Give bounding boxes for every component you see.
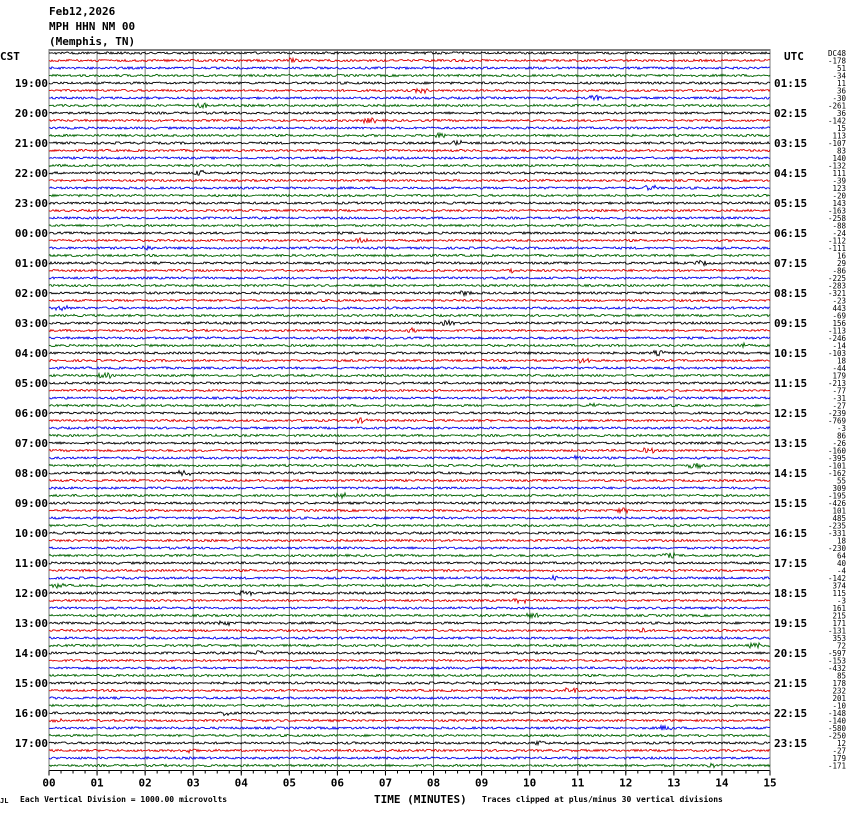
- seismic-trace: [49, 674, 770, 676]
- seismic-trace: [49, 224, 770, 226]
- utc-hour-label: 22:15: [774, 707, 808, 720]
- trace-offset-label: 115: [832, 589, 846, 598]
- trace-offset-label: -142: [827, 116, 846, 126]
- trace-offset-label: -132: [827, 161, 846, 171]
- seismic-trace: [49, 591, 770, 596]
- trace-offset-label: 40: [836, 559, 846, 568]
- trace-offset-label: -69: [832, 311, 846, 321]
- x-tick-label: 06: [330, 776, 345, 790]
- trace-offset-label: 309: [832, 484, 846, 493]
- x-tick-label: 15: [763, 776, 777, 790]
- seismic-trace: [49, 599, 770, 603]
- cst-hour-label: 19:00: [14, 77, 48, 90]
- trace-offset-label: 15: [836, 124, 846, 133]
- seismic-trace: [49, 448, 770, 453]
- utc-hour-label: 16:15: [774, 527, 808, 540]
- seismic-trace: [49, 328, 770, 333]
- utc-hour-label: 12:15: [774, 407, 808, 420]
- x-tick-label: 10: [523, 776, 537, 790]
- seismic-trace: [49, 502, 770, 504]
- trace-offset-label: -597: [827, 649, 846, 658]
- seismic-trace: [49, 95, 770, 100]
- seismic-trace: [49, 643, 770, 648]
- x-tick-label: 14: [715, 776, 729, 790]
- utc-hour-label: 19:15: [774, 617, 808, 630]
- trace-offset-label: -86: [832, 266, 846, 276]
- cst-hour-label: 01:00: [14, 257, 48, 270]
- seismic-trace: [49, 412, 770, 414]
- seismic-trace: [49, 74, 770, 76]
- trace-offset-label: -26: [832, 439, 846, 448]
- trace-offset-label: -101: [827, 461, 846, 471]
- trace-offset-label: 11: [836, 79, 846, 88]
- trace-offset-label: 143: [832, 199, 846, 208]
- trace-offset-label: 161: [832, 604, 846, 613]
- trace-offset-label: 85: [836, 671, 846, 681]
- trace-offset-label: 353: [832, 634, 846, 643]
- seismic-trace: [49, 89, 770, 93]
- trace-offset-label: -160: [827, 446, 846, 456]
- footer-left-note: Each Vertical Division = 1000.00 microvolts: [20, 795, 228, 804]
- x-axis-title: TIME (MINUTES): [374, 793, 467, 806]
- seismic-trace: [49, 133, 770, 138]
- trace-offset-label: -261: [827, 101, 846, 111]
- seismic-trace: [49, 628, 770, 632]
- trace-offset-label: 64: [836, 551, 846, 561]
- seismic-trace: [49, 82, 770, 84]
- seismic-trace: [49, 697, 770, 699]
- trace-offset-label: -111: [827, 244, 846, 253]
- seismic-trace: [49, 367, 770, 369]
- trace-offset-label: 178: [832, 679, 846, 688]
- cst-hour-label: 21:00: [14, 137, 48, 150]
- trace-offset-label: 201: [832, 694, 846, 703]
- x-tick-label: 00: [42, 776, 56, 790]
- trace-offset-label: -153: [827, 656, 846, 666]
- trace-offset-label: -239: [827, 409, 846, 418]
- seismic-trace: [49, 719, 770, 722]
- trace-offset-label: -142: [827, 574, 846, 583]
- trace-offset-label: 156: [832, 319, 846, 328]
- seismic-trace: [49, 306, 770, 311]
- seismic-trace: [49, 442, 770, 444]
- seismic-trace: [49, 141, 770, 145]
- trace-offset-label: -258: [827, 214, 846, 223]
- cst-hour-label: 00:00: [14, 227, 48, 240]
- location-label: (Memphis, TN): [49, 35, 136, 48]
- corner-mark: JL: [0, 797, 9, 805]
- trace-offset-label: -250: [827, 731, 846, 741]
- axis-labels: [0, 49, 846, 790]
- utc-hour-label: 10:15: [774, 347, 808, 360]
- seismic-trace: [49, 741, 770, 745]
- cst-hour-label: 14:00: [14, 647, 48, 660]
- utc-hour-label: 14:15: [774, 467, 808, 480]
- seismic-trace: [49, 397, 770, 399]
- trace-offset-label: -195: [827, 491, 846, 501]
- seismic-trace: [49, 118, 770, 123]
- trace-offset-label: DC48: [827, 49, 846, 58]
- seismic-trace: [49, 562, 770, 564]
- seismic-trace: [49, 532, 770, 534]
- trace-offset-label: -4: [836, 566, 846, 576]
- footer-right-note: Traces clipped at plus/minus 30 vertical divisions: [482, 795, 723, 804]
- x-tick-label: 05: [282, 776, 296, 790]
- seismic-trace: [49, 621, 770, 625]
- trace-offset-label: 171: [832, 619, 846, 628]
- trace-offset-label: 36: [836, 109, 846, 118]
- seismic-trace: [49, 179, 770, 181]
- seismic-trace: [49, 217, 770, 219]
- trace-offset-label: -580: [827, 724, 846, 733]
- seismic-trace: [49, 553, 770, 558]
- cst-hour-label: 15:00: [14, 677, 48, 690]
- trace-offset-label: 140: [832, 154, 846, 163]
- trace-offset-label: -107: [827, 139, 846, 148]
- x-tick-label: 02: [138, 776, 152, 790]
- x-tick-label: 12: [619, 776, 633, 790]
- seismic-trace: [49, 185, 770, 190]
- seismic-trace: [49, 749, 770, 753]
- seismic-trace: [49, 254, 770, 256]
- cst-hour-label: 06:00: [14, 407, 48, 420]
- cst-hour-label: 17:00: [14, 737, 48, 750]
- x-tick-label: 11: [571, 776, 585, 790]
- seismic-trace: [49, 382, 770, 384]
- cst-hour-label: 23:00: [14, 197, 48, 210]
- utc-hour-label: 21:15: [774, 677, 808, 690]
- seismic-trace: [49, 704, 770, 706]
- trace-offset-label: -235: [827, 521, 846, 531]
- trace-offset-label: -3: [836, 596, 846, 606]
- seismic-trace: [49, 337, 770, 339]
- x-tick-label: 08: [426, 776, 441, 790]
- seismic-trace: [49, 321, 770, 326]
- seismic-trace: [49, 277, 770, 279]
- trace-offset-label: -230: [827, 544, 846, 553]
- seismic-trace: [49, 763, 770, 767]
- trace-offset-label: 232: [832, 686, 846, 696]
- seismic-trace: [49, 479, 770, 481]
- trace-offset-label: -148: [827, 709, 846, 718]
- seismic-trace: [49, 194, 770, 196]
- trace-offset-label: -140: [827, 716, 846, 726]
- seismic-trace: [49, 508, 770, 513]
- trace-offset-label: -321: [827, 289, 846, 298]
- x-tick-label: 09: [474, 776, 489, 790]
- utc-hour-label: 07:15: [774, 257, 808, 270]
- seismic-trace: [49, 343, 770, 347]
- trace-offset-label: -23: [832, 296, 846, 306]
- seismic-trace: [49, 547, 770, 549]
- trace-offset-label: 179: [832, 371, 846, 381]
- x-tick-label: 03: [186, 776, 200, 790]
- trace-offset-label: 215: [832, 611, 846, 621]
- trace-offset-label: 18: [836, 356, 846, 366]
- seismic-trace: [49, 493, 770, 498]
- seismic-trace: [49, 58, 770, 63]
- cst-hour-label: 04:00: [14, 347, 48, 360]
- trace-offset-label: -30: [832, 94, 846, 103]
- trace-offset-label: -432: [827, 664, 846, 673]
- seismic-trace: [49, 584, 770, 589]
- trace-offset-label: 374: [832, 581, 846, 591]
- trace-offset-label: -395: [827, 454, 846, 463]
- trace-offset-label: -14: [832, 341, 846, 351]
- footer: [0, 793, 723, 806]
- utc-hour-label: 03:15: [774, 137, 808, 150]
- seismic-trace: [49, 712, 770, 716]
- seismic-trace: [49, 202, 770, 204]
- cst-hour-label: 08:00: [14, 467, 48, 480]
- trace-offset-label: -283: [827, 281, 846, 291]
- trace-offset-label: -88: [832, 221, 846, 231]
- seismic-trace: [49, 350, 770, 355]
- x-tick-label: 13: [667, 776, 681, 790]
- trace-offset-label: -27: [832, 746, 846, 756]
- utc-hour-label: 04:15: [774, 167, 808, 180]
- seismic-trace: [49, 299, 770, 301]
- seismic-trace: [49, 427, 770, 429]
- seismic-trace: [49, 246, 770, 250]
- seismic-trace: [49, 569, 770, 571]
- seismic-trace: [49, 284, 770, 286]
- seismic-trace: [49, 576, 770, 581]
- seismic-trace: [49, 238, 770, 243]
- x-tick-label: 07: [378, 776, 393, 790]
- cst-hour-label: 02:00: [14, 287, 48, 300]
- trace-offset-label: -10: [832, 701, 846, 711]
- date-label: Feb12,2026: [49, 5, 116, 18]
- utc-hour-label: 01:15: [774, 77, 808, 90]
- trace-offset-label: -27: [832, 401, 846, 411]
- seismic-trace: [49, 667, 770, 669]
- trace-offset-label: 101: [832, 506, 846, 516]
- seismic-trace: [49, 209, 770, 211]
- utc-hour-label: 05:15: [774, 197, 808, 210]
- trace-offset-label: -39: [832, 176, 846, 186]
- trace-offset-label: 18: [836, 536, 846, 546]
- seismic-trace: [49, 434, 770, 436]
- cst-hour-label: 11:00: [14, 557, 48, 570]
- utc-hour-label: 18:15: [774, 587, 808, 600]
- utc-hour-label: 08:15: [774, 287, 808, 300]
- seismic-trace: [49, 651, 770, 655]
- seismic-trace: [49, 261, 770, 266]
- trace-offset-label: 36: [836, 86, 846, 96]
- seismic-trace: [49, 291, 770, 296]
- seismic-trace: [49, 171, 770, 176]
- trace-offset-label: -213: [827, 379, 846, 388]
- trace-offset-label: 111: [832, 169, 846, 178]
- seismic-trace: [49, 112, 770, 114]
- seismic-trace: [49, 688, 770, 693]
- utc-hour-label: 17:15: [774, 557, 808, 570]
- seismic-trace: [49, 659, 770, 661]
- trace-offset-label: 443: [832, 304, 846, 313]
- seismic-trace: [49, 682, 770, 684]
- trace-offset-label: -77: [832, 386, 846, 396]
- trace-offset-label: -178: [827, 56, 846, 66]
- utc-hour-label: 09:15: [774, 317, 808, 330]
- seismic-trace: [49, 52, 770, 54]
- station-label: MPH HHN NM 00: [49, 20, 136, 33]
- trace-offset-label: -103: [827, 349, 846, 358]
- seismic-trace: [49, 232, 770, 234]
- utc-hour-label: 13:15: [774, 437, 808, 450]
- seismic-trace: [49, 149, 770, 151]
- trace-offset-label: -331: [827, 529, 846, 538]
- trace-offset-label: 72: [836, 641, 846, 651]
- cst-hour-label: 07:00: [14, 437, 48, 450]
- seismic-trace: [49, 403, 770, 406]
- cst-hour-label: 22:00: [14, 167, 48, 180]
- utc-hour-label: 23:15: [774, 737, 808, 750]
- trace-offset-label: -112: [827, 236, 846, 246]
- utc-hour-label: 06:15: [774, 227, 808, 240]
- utc-hour-label: 11:15: [774, 377, 808, 390]
- trace-offset-label: -3: [836, 424, 846, 433]
- cst-hour-label: 12:00: [14, 587, 48, 600]
- trace-offset-label: -20: [832, 191, 846, 201]
- seismic-trace: [49, 726, 770, 731]
- trace-offset-label: -426: [827, 499, 846, 508]
- seismic-traces: [49, 52, 770, 768]
- seismic-trace: [49, 757, 770, 759]
- trace-offset-label: 123: [832, 184, 846, 193]
- trace-offset-label: 83: [836, 146, 846, 156]
- trace-offset-label: 16: [836, 251, 846, 261]
- trace-offset-label: 86: [836, 431, 846, 441]
- left-axis-title: CST: [0, 50, 20, 63]
- seismic-trace: [49, 734, 770, 736]
- x-tick-label: 01: [90, 776, 104, 790]
- trace-offset-label: -24: [832, 229, 846, 238]
- seismic-trace: [49, 164, 770, 166]
- seismic-trace: [49, 637, 770, 639]
- cst-hour-label: 09:00: [14, 497, 48, 510]
- right-axis-title: UTC: [784, 50, 804, 63]
- trace-offset-label: 29: [836, 259, 846, 268]
- trace-offset-label: -171: [827, 761, 846, 771]
- seismic-trace: [49, 359, 770, 363]
- trace-offset-label: -113: [827, 326, 846, 336]
- trace-offset-label: -246: [827, 334, 846, 343]
- seismic-trace: [49, 373, 770, 378]
- x-tick-label: 04: [234, 776, 248, 790]
- seismic-trace: [49, 539, 770, 541]
- trace-offset-label: -34: [832, 71, 846, 81]
- cst-hour-label: 05:00: [14, 377, 48, 390]
- seismic-trace: [49, 127, 770, 129]
- cst-hour-label: 13:00: [14, 617, 48, 630]
- trace-offset-label: -44: [832, 364, 846, 373]
- trace-offset-label: 179: [832, 754, 846, 763]
- cst-hour-label: 16:00: [14, 707, 48, 720]
- trace-offset-label: -131: [827, 626, 846, 636]
- seismic-trace: [49, 418, 770, 423]
- seismic-trace: [49, 517, 770, 519]
- trace-offset-label: -31: [832, 394, 846, 403]
- cst-hour-label: 10:00: [14, 527, 48, 540]
- trace-offset-label: 12: [836, 739, 846, 748]
- trace-offset-label: -769: [827, 416, 846, 426]
- trace-offset-label: -225: [827, 274, 846, 283]
- seismic-trace: [49, 456, 770, 460]
- seismic-trace: [49, 269, 770, 273]
- seismic-trace: [49, 389, 770, 391]
- seismic-trace: [49, 607, 770, 609]
- cst-hour-label: 03:00: [14, 317, 48, 330]
- cst-hour-label: 20:00: [14, 107, 48, 120]
- seismic-trace: [49, 471, 770, 476]
- seismic-trace: [49, 613, 770, 618]
- trace-offset-label: 485: [832, 514, 846, 523]
- utc-hour-label: 02:15: [774, 107, 808, 120]
- trace-offset-label: 51: [836, 64, 846, 73]
- seismic-trace: [49, 67, 770, 69]
- seismic-trace: [49, 463, 770, 468]
- seismic-trace: [49, 524, 770, 526]
- trace-offset-label: 113: [832, 131, 846, 141]
- trace-offset-label: 55: [836, 476, 846, 486]
- utc-hour-label: 20:15: [774, 647, 808, 660]
- trace-offset-label: -162: [827, 469, 846, 478]
- seismic-trace: [49, 314, 770, 316]
- trace-offset-label: -163: [827, 206, 846, 216]
- seismic-trace: [49, 157, 770, 159]
- seismic-trace: [49, 487, 770, 489]
- seismic-trace: [49, 103, 770, 108]
- utc-hour-label: 15:15: [774, 497, 808, 510]
